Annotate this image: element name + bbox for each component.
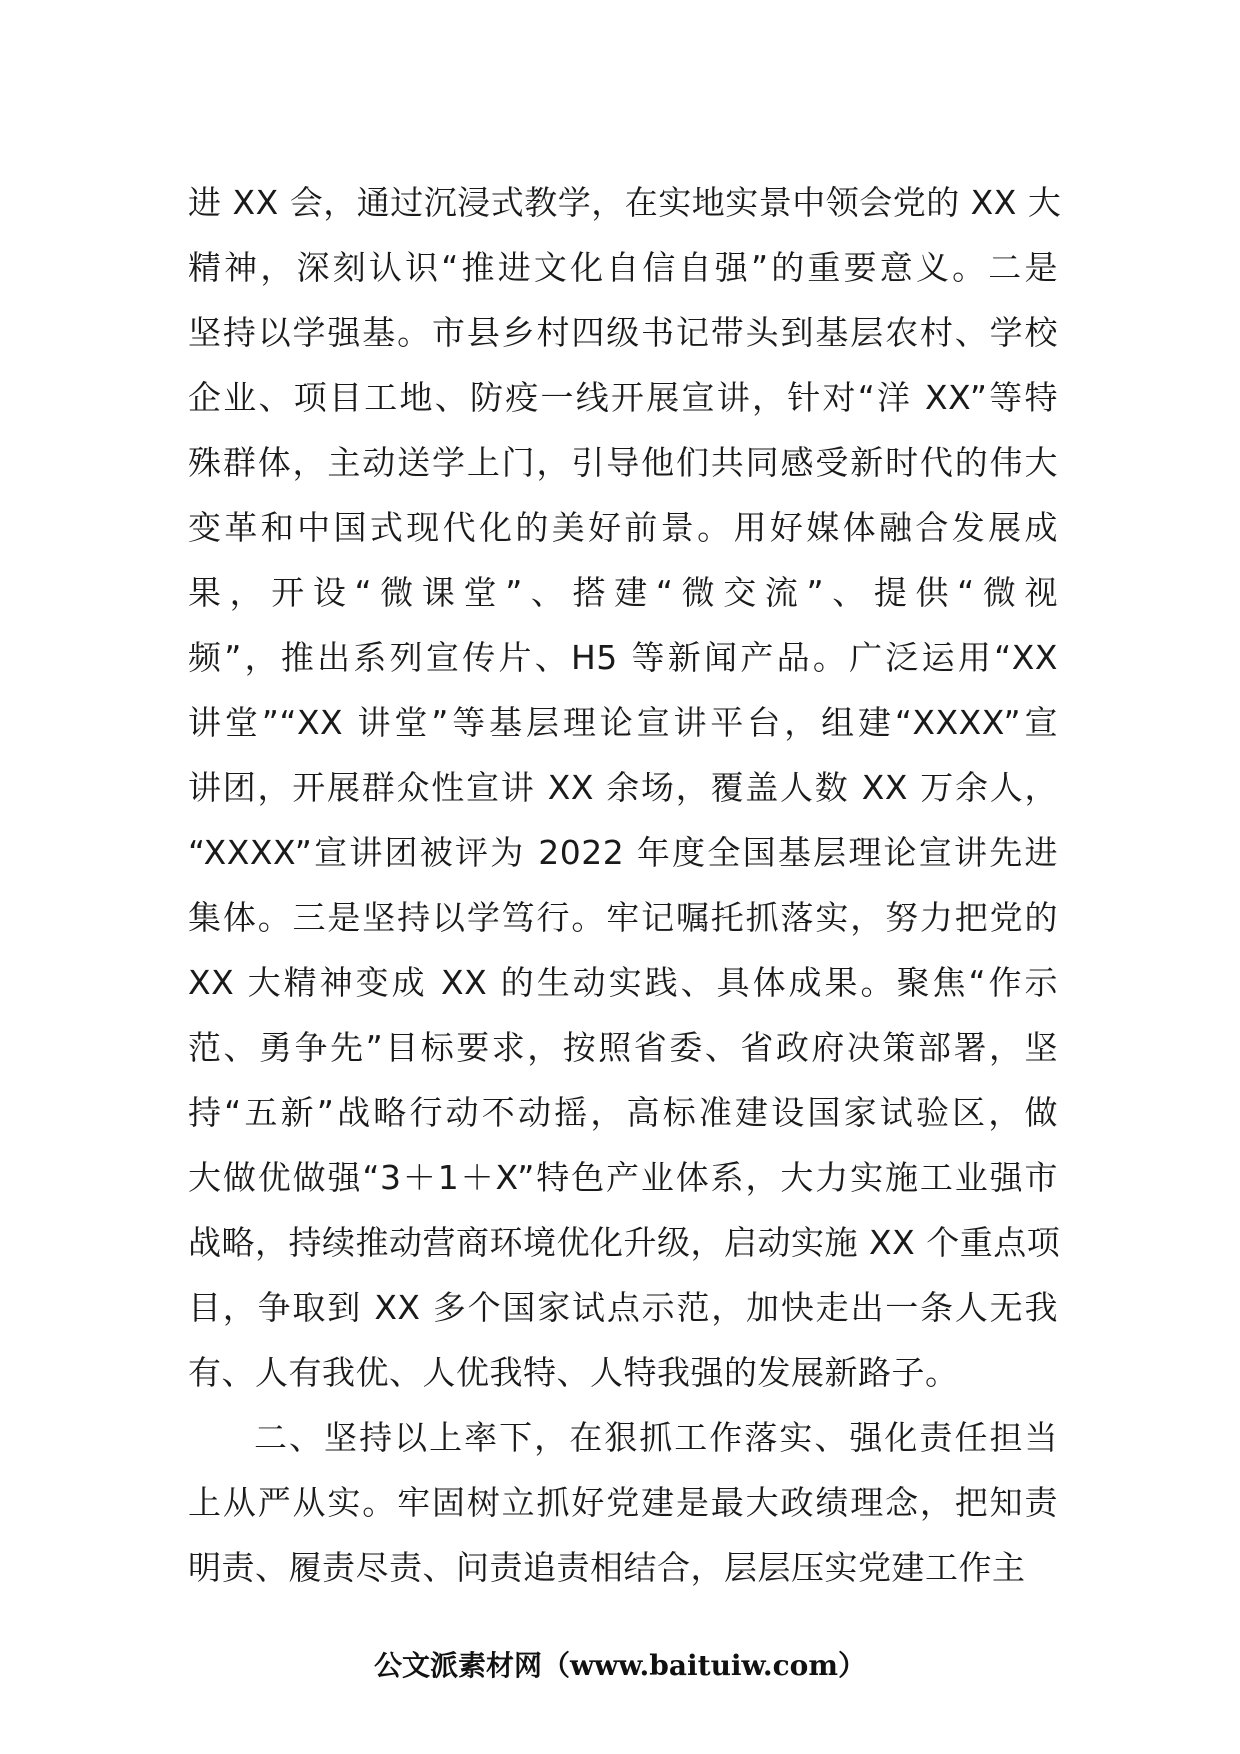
text-line: 频”，推出系列宣传片、H5 等新闻产品。广泛运用“XX xyxy=(188,638,1058,677)
text-line: 目，争取到 XX 多个国家试点示范，加快走出一条人无我 xyxy=(188,1288,1058,1327)
text-line: XX 大精神变成 XX 的生动实践、具体成果。聚焦“作示 xyxy=(188,963,1058,1002)
text-line: 有、人有我优、人优我特、人特我强的发展新路子。 xyxy=(188,1353,959,1392)
text-line: 殊群体，主动送学上门，引导他们共同感受新时代的伟大 xyxy=(188,443,1058,482)
document-page xyxy=(188,170,1062,1600)
text-line: 变革和中国式现代化的美好前景。用好媒体融合发展成 xyxy=(188,508,1058,547)
text-line: 明责、履责尽责、问责追责相结合，层层压实党建工作主 xyxy=(188,1548,1026,1587)
text-line: 战略，持续推动营商环境优化升级，启动实施 XX 个重点项 xyxy=(188,1223,1061,1262)
text-line: 企业、项目工地、防疫一线开展宣讲，针对“洋 XX”等特 xyxy=(188,378,1058,417)
text-line: 果，开设“微课堂”、搭建“微交流”、提供“微视 xyxy=(188,573,1058,612)
text-line: “XXXX”宣讲团被评为 2022 年度全国基层理论宣讲先进 xyxy=(188,833,1058,872)
text-line: 持“五新”战略行动不动摇，高标准建设国家试验区，做 xyxy=(188,1093,1058,1132)
text-line: 大做优做强“3＋1＋X”特色产业体系，大力实施工业强市 xyxy=(188,1158,1058,1197)
document-body xyxy=(188,170,1062,1600)
text-line: 二、坚持以上率下，在狠抓工作落实、强化责任担当 xyxy=(254,1418,1058,1457)
text-line: 精神，深刻认识“推进文化自信自强”的重要意义。二是 xyxy=(188,248,1058,287)
text-line: 进 XX 会，通过沉浸式教学，在实地实景中领会党的 XX 大 xyxy=(188,183,1062,222)
text-line: 讲堂”“XX 讲堂”等基层理论宣讲平台，组建“XXXX”宣 xyxy=(188,703,1058,742)
watermark-footer: 公文派素材网（www.baituiw.com） xyxy=(374,1649,866,1682)
text-line: 范、勇争先”目标要求，按照省委、省政府决策部署，坚 xyxy=(188,1028,1058,1067)
text-line: 集体。三是坚持以学笃行。牢记嘱托抓落实，努力把党的 xyxy=(188,898,1058,937)
text-line: 坚持以学强基。市县乡村四级书记带头到基层农村、学校 xyxy=(188,313,1058,352)
text-line: 讲团，开展群众性宣讲 XX 余场，覆盖人数 XX 万余人， xyxy=(188,768,1058,807)
text-line: 上从严从实。牢固树立抓好党建是最大政绩理念，把知责 xyxy=(188,1483,1058,1522)
